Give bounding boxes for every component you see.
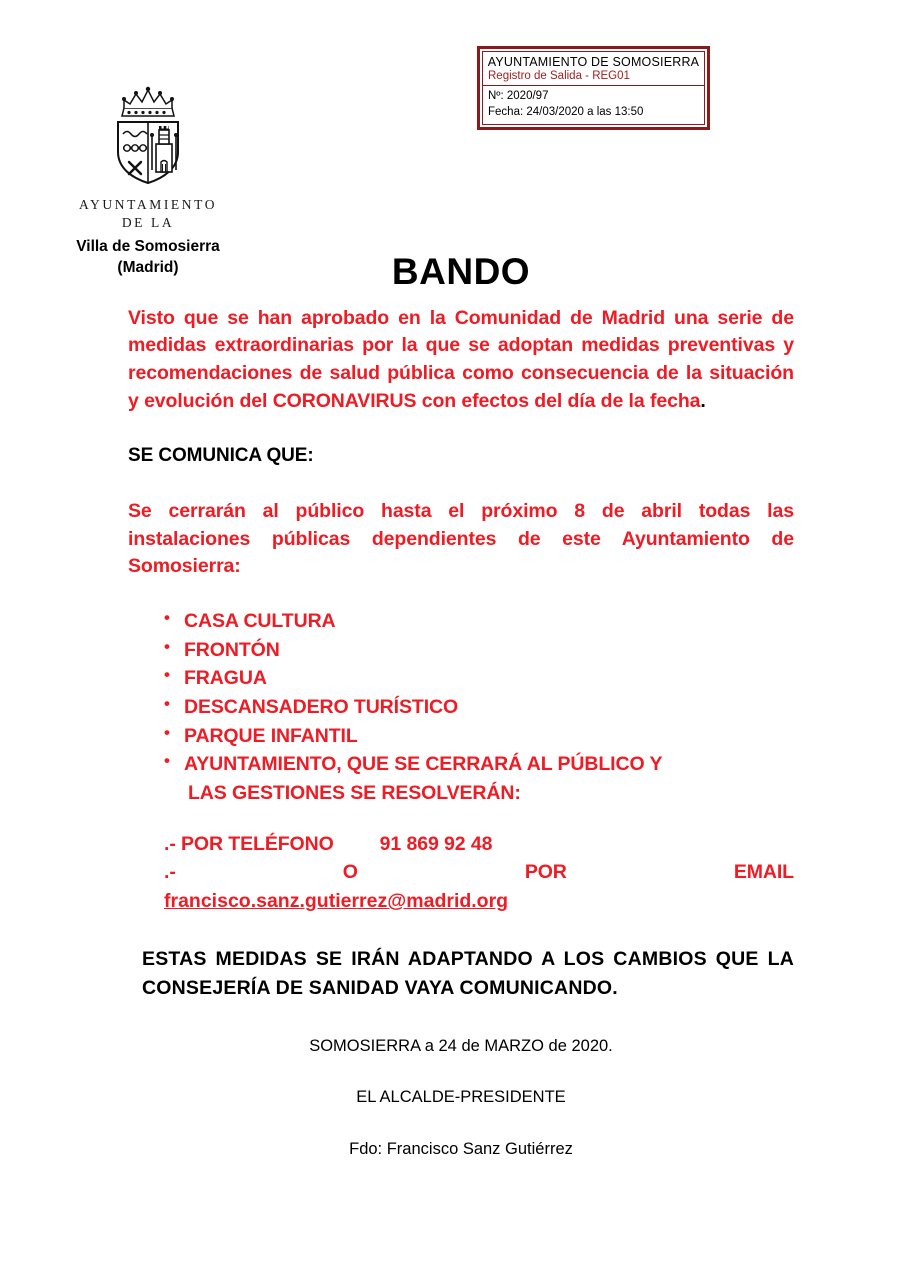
- letterhead-line-dela: DE LA: [121, 215, 175, 231]
- contact-phone-line: [164, 830, 794, 858]
- contact-email-prefix: .-: [164, 860, 176, 883]
- document-body: [128, 252, 794, 1160]
- list-item: [164, 607, 794, 636]
- contact-email-address-link[interactable]: francisco.sanz.gutierrez@madrid.org: [164, 890, 509, 913]
- list-item-label: FRAGUA: [184, 667, 267, 690]
- letterhead-line-ayuntamiento: AYUNTAMIENTO: [78, 197, 218, 212]
- contact-email-word-email: EMAIL: [733, 860, 794, 883]
- signature-name: Fdo: Francisco Sanz Gutiérrez: [349, 1139, 573, 1158]
- announce-heading: SE COMUNICA QUE:: [128, 445, 314, 467]
- stamp-date: Fecha: 24/03/2020 a las 13:50: [488, 105, 644, 118]
- registry-stamp-inner: [482, 51, 705, 125]
- registry-stamp: [477, 46, 710, 130]
- stamp-organization: AYUNTAMIENTO DE SOMOSIERRA: [487, 55, 700, 69]
- contact-email-line: [164, 858, 794, 886]
- contact-phone-number[interactable]: 91 869 92 48: [379, 832, 493, 855]
- signature-block: [128, 1036, 794, 1160]
- contact-phone-label: .- POR TELÉFONO: [164, 832, 334, 855]
- stamp-details: [483, 86, 704, 124]
- letterhead: [42, 78, 254, 279]
- contact-email-word-o: O: [342, 860, 358, 883]
- closing-statement: ESTAS MEDIDAS SE IRÁN ADAPTANDO A LOS CAMBIOS QUE LA CONSEJERÍA DE SANIDAD VAYA COMUNICANDO.: [142, 948, 794, 999]
- letterhead-line-villa: Villa de Somosierra: [76, 238, 220, 256]
- list-item-label: PARQUE INFANTIL: [184, 724, 358, 747]
- contact-email-word-por: POR: [524, 860, 567, 883]
- list-item: [164, 636, 794, 665]
- list-item: [164, 750, 794, 807]
- page-title: BANDO: [391, 251, 531, 292]
- letterhead-line-madrid: (Madrid): [117, 259, 179, 277]
- coat-of-arms-icon: [42, 78, 254, 190]
- closure-statement: Se cerrarán al público hasta el próximo 8 de abril todas las instalaciones públicas dependientes de este Ayuntamiento de Somosierra:: [128, 500, 794, 578]
- contact-block: [128, 830, 794, 916]
- list-item: [164, 693, 794, 722]
- list-item-label-continued: LAS GESTIONES SE RESOLVERÁN:: [188, 782, 521, 805]
- list-item-label: DESCANSADERO TURÍSTICO: [184, 696, 459, 719]
- stamp-number: Nº: 2020/97: [488, 90, 549, 102]
- intro-paragraph-text: Visto que se han aprobado en la Comunidad de Madrid una serie de medidas extraordinarias por la que se adoptan medidas preventivas y recomendaciones de salud pública como consecuencia de la situación y evolución del CORONAVIRUS con efectos del día de la fecha: [128, 306, 794, 412]
- signature-role: EL ALCALDE-PRESIDENTE: [356, 1088, 566, 1107]
- stamp-register-label: Registro de Salida - REG01: [483, 70, 704, 86]
- closure-list: [128, 607, 794, 808]
- list-item: [164, 664, 794, 693]
- intro-paragraph-period: .: [700, 389, 706, 412]
- spacer: [334, 830, 380, 858]
- list-item: [164, 722, 794, 751]
- list-item-label: AYUNTAMIENTO, QUE SE CERRARÁ AL PÚBLICO Y: [184, 753, 663, 776]
- signature-place-date: SOMOSIERRA a 24 de MARZO de 2020.: [309, 1037, 613, 1056]
- intro-paragraph: [128, 305, 794, 416]
- list-item-label: FRONTÓN: [184, 638, 280, 661]
- list-item-label: CASA CULTURA: [184, 610, 336, 633]
